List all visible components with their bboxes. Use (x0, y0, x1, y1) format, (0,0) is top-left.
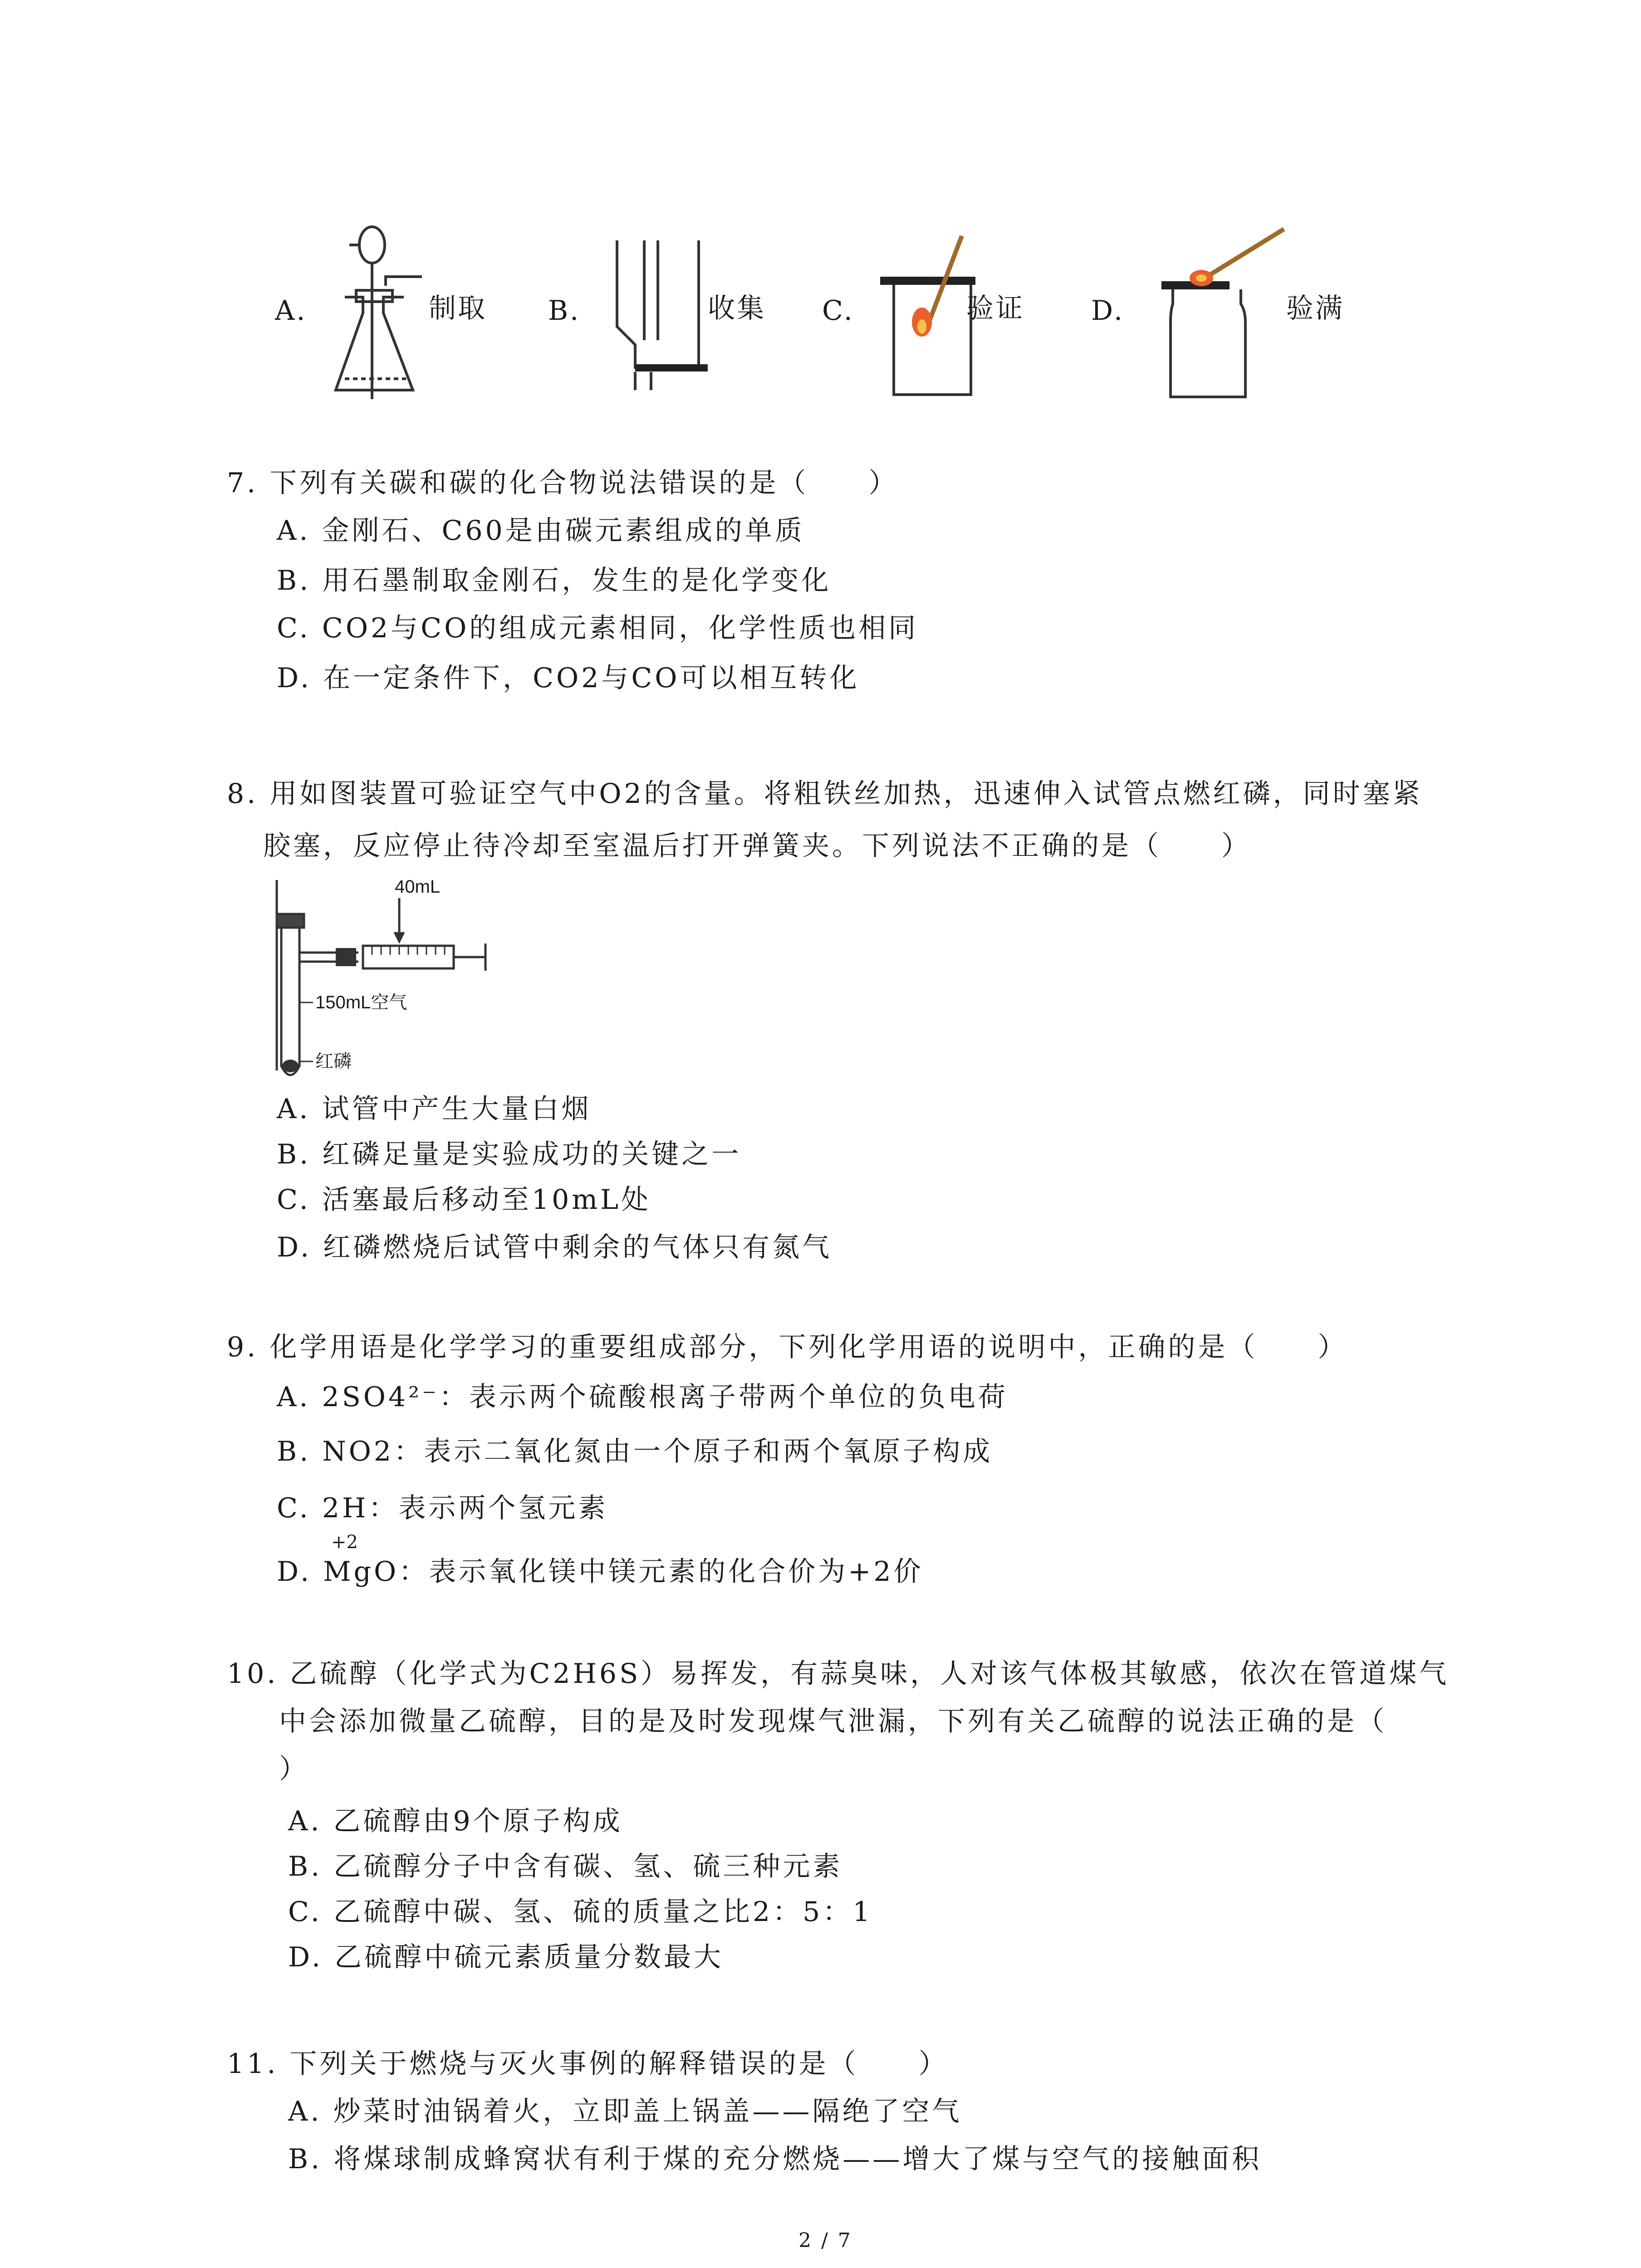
q9-option-b: B. NO2：表示二氧化氮由一个原子和两个氧原子构成 (277, 1436, 993, 1467)
option-a-letter: A. (275, 295, 307, 327)
q10-option-b: B. 乙硫醇分子中含有碳、氢、硫三种元素 (288, 1851, 843, 1882)
q9-option-a: A. 2SO4²⁻：表示两个硫酸根离子带两个单位的负电荷 (277, 1381, 1008, 1413)
q7-option-c: C. CO2与CO的组成元素相同，化学性质也相同 (277, 612, 919, 644)
q9-option-d: D. MgO：表示氧化镁中镁元素的化合价为+2价 (277, 1556, 924, 1588)
q8-option-a: A. 试管中产生大量白烟 (277, 1093, 592, 1125)
q10-option-d: D. 乙硫醇中硫元素质量分数最大 (288, 1941, 724, 1973)
q10-option-c: C. 乙硫醇中碳、氢、硫的质量之比2：5：1 (288, 1896, 873, 1928)
q11-stem: 11. 下列关于燃烧与灭火事例的解释错误的是（ ） (227, 2048, 949, 2080)
q8-stem-line1: 8. 用如图装置可验证空气中O2的含量。将粗铁丝加热，迅速伸入试管点燃红磷，同时塞紧 (227, 778, 1423, 810)
option-b-letter: B. (548, 295, 581, 327)
q11-option-b: B. 将煤球制成蜂窝状有利于煤的充分燃烧——增大了煤与空气的接触面积 (288, 2143, 1262, 2175)
q8-option-b: B. 红磷足量是实验成功的关键之一 (277, 1139, 742, 1170)
option-c-letter: C. (822, 295, 854, 327)
red-phosphorus-label: 红磷 (315, 1051, 352, 1071)
q8-stem-line2: 胶塞，反应停止待冷却至室温后打开弹簧夹。下列说法不正确的是（ ） (263, 830, 1251, 862)
q8-option-c: C. 活塞最后移动至10mL处 (277, 1184, 651, 1216)
q7-option-a: A. 金刚石、C60是由碳元素组成的单质 (277, 515, 805, 547)
q10-stem-line3: ） (279, 1753, 309, 1785)
page-number: 2 / 7 (798, 2229, 852, 2252)
q10-stem-line2: 中会添加微量乙硫醇，目的是及时发现煤气泄漏，下列有关乙硫醇的说法正确的是（ (279, 1706, 1387, 1737)
bottle-with-match-at-mouth-icon (1152, 225, 1288, 401)
q10-option-a: A. 乙硫醇由9个原子构成 (288, 1805, 623, 1837)
q7-stem: 7. 下列有关碳和碳的化合物说法错误的是（ ） (227, 467, 899, 499)
q9-stem: 9. 化学用语是化学学习的重要组成部分，下列化学用语的说明中，正确的是（ ） (227, 1331, 1348, 1363)
option-d-letter: D. (1091, 295, 1125, 327)
collection-bottle-icon (608, 236, 708, 390)
syringe-volume-label: 40mL (395, 877, 441, 897)
q7-option-d: D. 在一定条件下，CO2与CO可以相互转化 (277, 662, 860, 694)
option-a-label: 制取 (429, 293, 487, 324)
q9-valence-mark: +2 (331, 1532, 358, 1553)
q10-stem-line1: 10. 乙硫醇（化学式为C2H6S）易挥发，有蒜臭味，人对该气体极其敏感，依次在管道煤气 (227, 1658, 1450, 1690)
q8-option-d: D. 红磷燃烧后试管中剩余的气体只有氮气 (277, 1232, 833, 1263)
option-d-label: 验满 (1286, 293, 1344, 324)
flask-apparatus-icon (318, 218, 436, 408)
option-c-label: 验证 (966, 293, 1024, 324)
option-b-label: 收集 (708, 293, 766, 324)
q11-option-a: A. 炒菜时油锅着火，立即盖上锅盖——隔绝了空气 (288, 2096, 962, 2127)
q9-option-c: C. 2H：表示两个氢元素 (277, 1492, 608, 1524)
q7-option-b: B. 用石墨制取金刚石，发生的是化学变化 (277, 565, 832, 596)
test-tube-syringe-icon (263, 871, 499, 1089)
air-volume-label: 150mL空气 (315, 992, 407, 1012)
q8-apparatus-figure (263, 871, 499, 1089)
